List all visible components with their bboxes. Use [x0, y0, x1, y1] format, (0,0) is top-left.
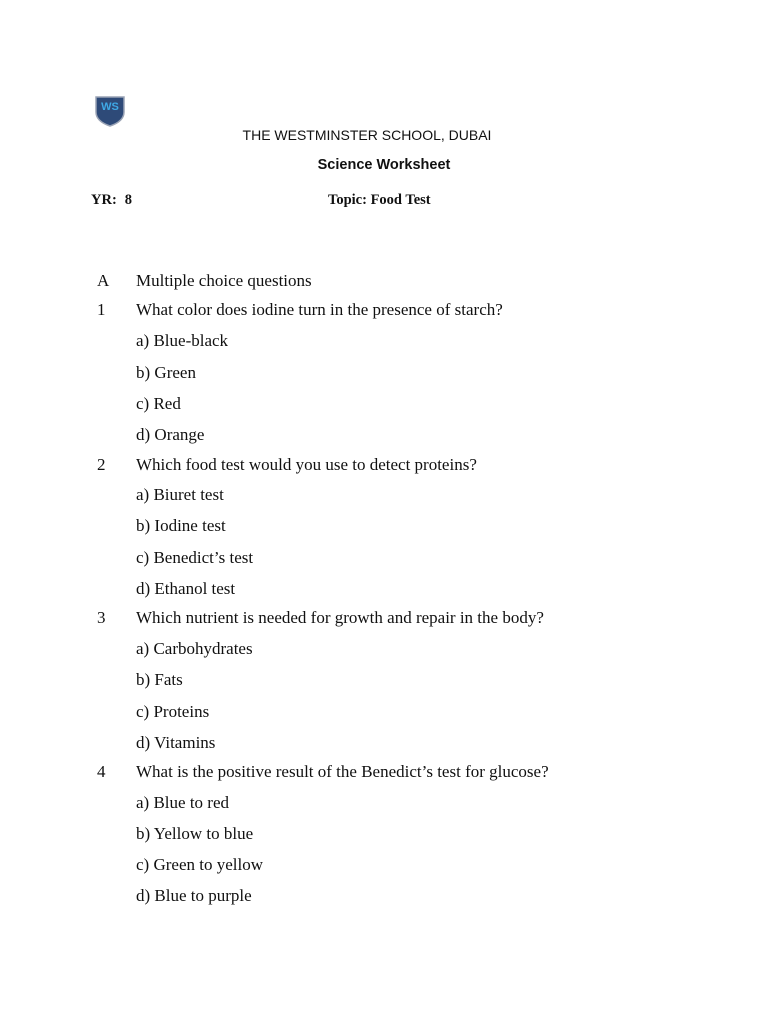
- school-name: THE WESTMINSTER SCHOOL, DUBAI: [242, 127, 492, 143]
- shield-icon: [94, 95, 126, 127]
- option-3b: b) Fats: [136, 670, 183, 689]
- option-2a: a) Biuret test: [136, 485, 224, 504]
- question-text: What is the positive result of the Benedict’s test for glucose?: [136, 762, 549, 781]
- question-2: [97, 455, 477, 475]
- question-1: [97, 300, 503, 320]
- option-4d: d) Blue to purple: [136, 886, 252, 905]
- option-4b: b) Yellow to blue: [136, 824, 254, 843]
- question-number: 4: [97, 762, 106, 781]
- question-number: 1: [97, 300, 106, 319]
- option-3a: a) Carbohydrates: [136, 639, 253, 658]
- question-text: What color does iodine turn in the presence of starch?: [136, 300, 503, 319]
- question-3: [97, 608, 544, 628]
- year-label: YR:: [91, 192, 117, 208]
- topic-label: Topic: Food Test: [328, 192, 431, 208]
- option-3d: d) Vitamins: [136, 733, 216, 752]
- option-4c: c) Green to yellow: [136, 855, 263, 874]
- option-1a: a) Blue-black: [136, 331, 229, 350]
- option-2b: b) Iodine test: [136, 516, 226, 535]
- section-letter: A: [97, 271, 110, 290]
- question-4: [97, 762, 549, 782]
- option-3c: c) Proteins: [136, 702, 210, 721]
- worksheet-title: Science Worksheet: [317, 157, 451, 173]
- option-1c: c) Red: [136, 394, 181, 413]
- year-line: [91, 192, 132, 209]
- option-2d: d) Ethanol test: [136, 579, 236, 598]
- option-2c: c) Benedict’s test: [136, 548, 254, 567]
- section-heading: [97, 271, 312, 291]
- option-4a: a) Blue to red: [136, 793, 229, 812]
- logo-lettering: WS: [101, 101, 119, 113]
- question-number: 2: [97, 455, 106, 474]
- question-text: Which food test would you use to detect proteins?: [136, 455, 477, 474]
- school-logo: [94, 95, 126, 127]
- option-1d: d) Orange: [136, 425, 205, 444]
- question-number: 3: [97, 608, 106, 627]
- option-1b: b) Green: [136, 363, 196, 382]
- question-text: Which nutrient is needed for growth and repair in the body?: [136, 608, 544, 627]
- year-value: 8: [124, 192, 133, 208]
- section-title: Multiple choice questions: [136, 271, 312, 290]
